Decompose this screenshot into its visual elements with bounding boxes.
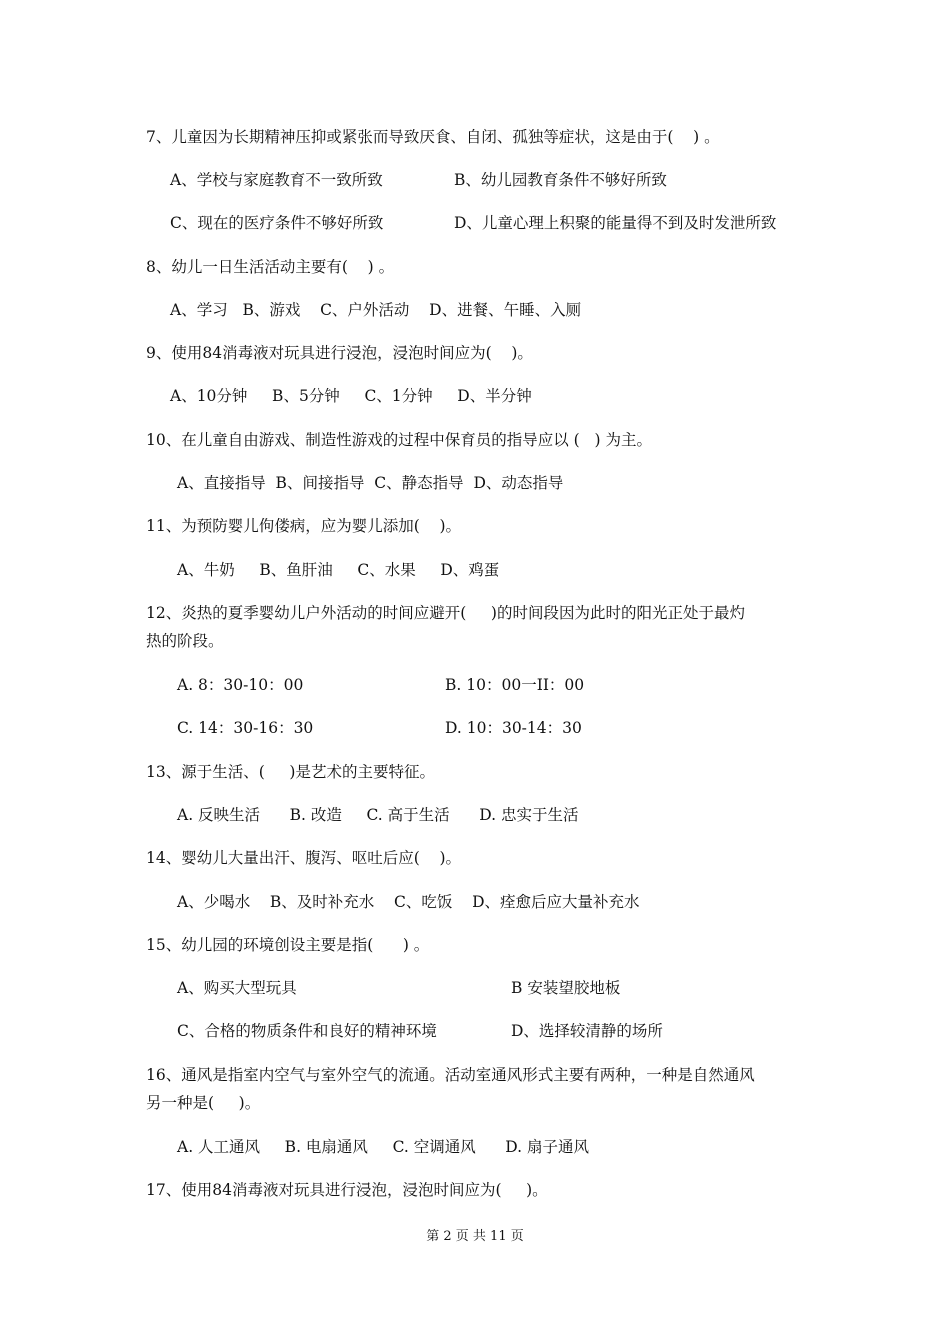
question-12-option-b: B. 10：00一II：00 [445,676,585,694]
question-11-stem: 11、为预防婴儿佝偻病，应为婴儿添加( )。 [146,517,462,535]
question-10-stem: 10、在儿童自由游戏、制造性游戏的过程中保育员的指导应以 ( ) 为主。 [146,431,652,449]
question-15-option-d: D、选择较清静的场所 [511,1022,663,1040]
question-15-option-b: B 安装望胶地板 [511,979,621,997]
question-11-options: A、牛奶 B、鱼肝油 C、水果 D、鸡蛋 [177,561,500,579]
question-12-stem-line-1: 12、炎热的夏季婴幼儿户外活动的时间应避开( )的时间段因为此时的阳光正处于最灼 [146,604,745,622]
question-9-options: A、10分钟 B、5分钟 C、1分钟 D、半分钟 [170,387,532,405]
question-12-stem-line-2: 热的阶段。 [146,632,224,650]
question-8-options: A、学习 B、游戏 C、户外活动 D、进餐、午睡、入厕 [170,301,582,319]
question-7-option-d: D、儿童心理上积聚的能量得不到及时发泄所致 [454,214,777,232]
question-14-options: A、少喝水 B、及时补充水 C、吃饭 D、痊愈后应大量补充水 [177,893,640,911]
question-16-options: A. 人工通风 B. 电扇通风 C. 空调通风 D. 扇子通风 [177,1138,590,1156]
question-15-option-a: A、购买大型玩具 [177,979,297,997]
question-15-option-c: C、合格的物质条件和良好的精神环境 [177,1022,437,1040]
question-8-stem: 8、幼儿一日生活活动主要有( ) 。 [146,258,395,276]
question-16-stem-line-1: 16、通风是指室内空气与室外空气的流通。活动室通风形式主要有两种，一种是自然通风 [146,1066,755,1084]
question-9-stem: 9、使用84消毒液对玩具进行浸泡，浸泡时间应为( )。 [146,344,533,362]
question-7-option-a: A、学校与家庭教育不一致所致 [170,171,383,189]
question-14-stem: 14、婴幼儿大量出汗、腹泻、呕吐后应( )。 [146,849,462,867]
question-13-stem: 13、源于生活、( )是艺术的主要特征。 [146,763,435,781]
question-12-option-c: C. 14：30-16：30 [177,719,314,737]
question-7-option-c: C、现在的医疗条件不够好所致 [170,214,384,232]
question-12-option-a: A. 8：30-10：00 [177,676,304,694]
page-number-footer: 第 2 页 共 11 页 [426,1229,524,1244]
question-15-stem: 15、幼儿园的环境创设主要是指( ) 。 [146,936,430,954]
question-17-stem: 17、使用84消毒液对玩具进行浸泡，浸泡时间应为( )。 [146,1181,548,1199]
question-7-option-b: B、幼儿园教育条件不够好所致 [454,171,667,189]
question-10-options: A、直接指导 B、间接指导 C、静态指导 D、动态指导 [177,474,564,492]
question-13-options: A. 反映生活 B. 改造 C. 高于生活 D. 忠实于生活 [177,806,579,824]
question-12-option-d: D. 10：30-14：30 [445,719,582,737]
question-16-stem-line-2: 另一种是( )。 [146,1094,261,1112]
question-7-stem: 7、儿童因为长期精神压抑或紧张而导致厌食、自闭、孤独等症状，这是由于( ) 。 [146,128,720,146]
